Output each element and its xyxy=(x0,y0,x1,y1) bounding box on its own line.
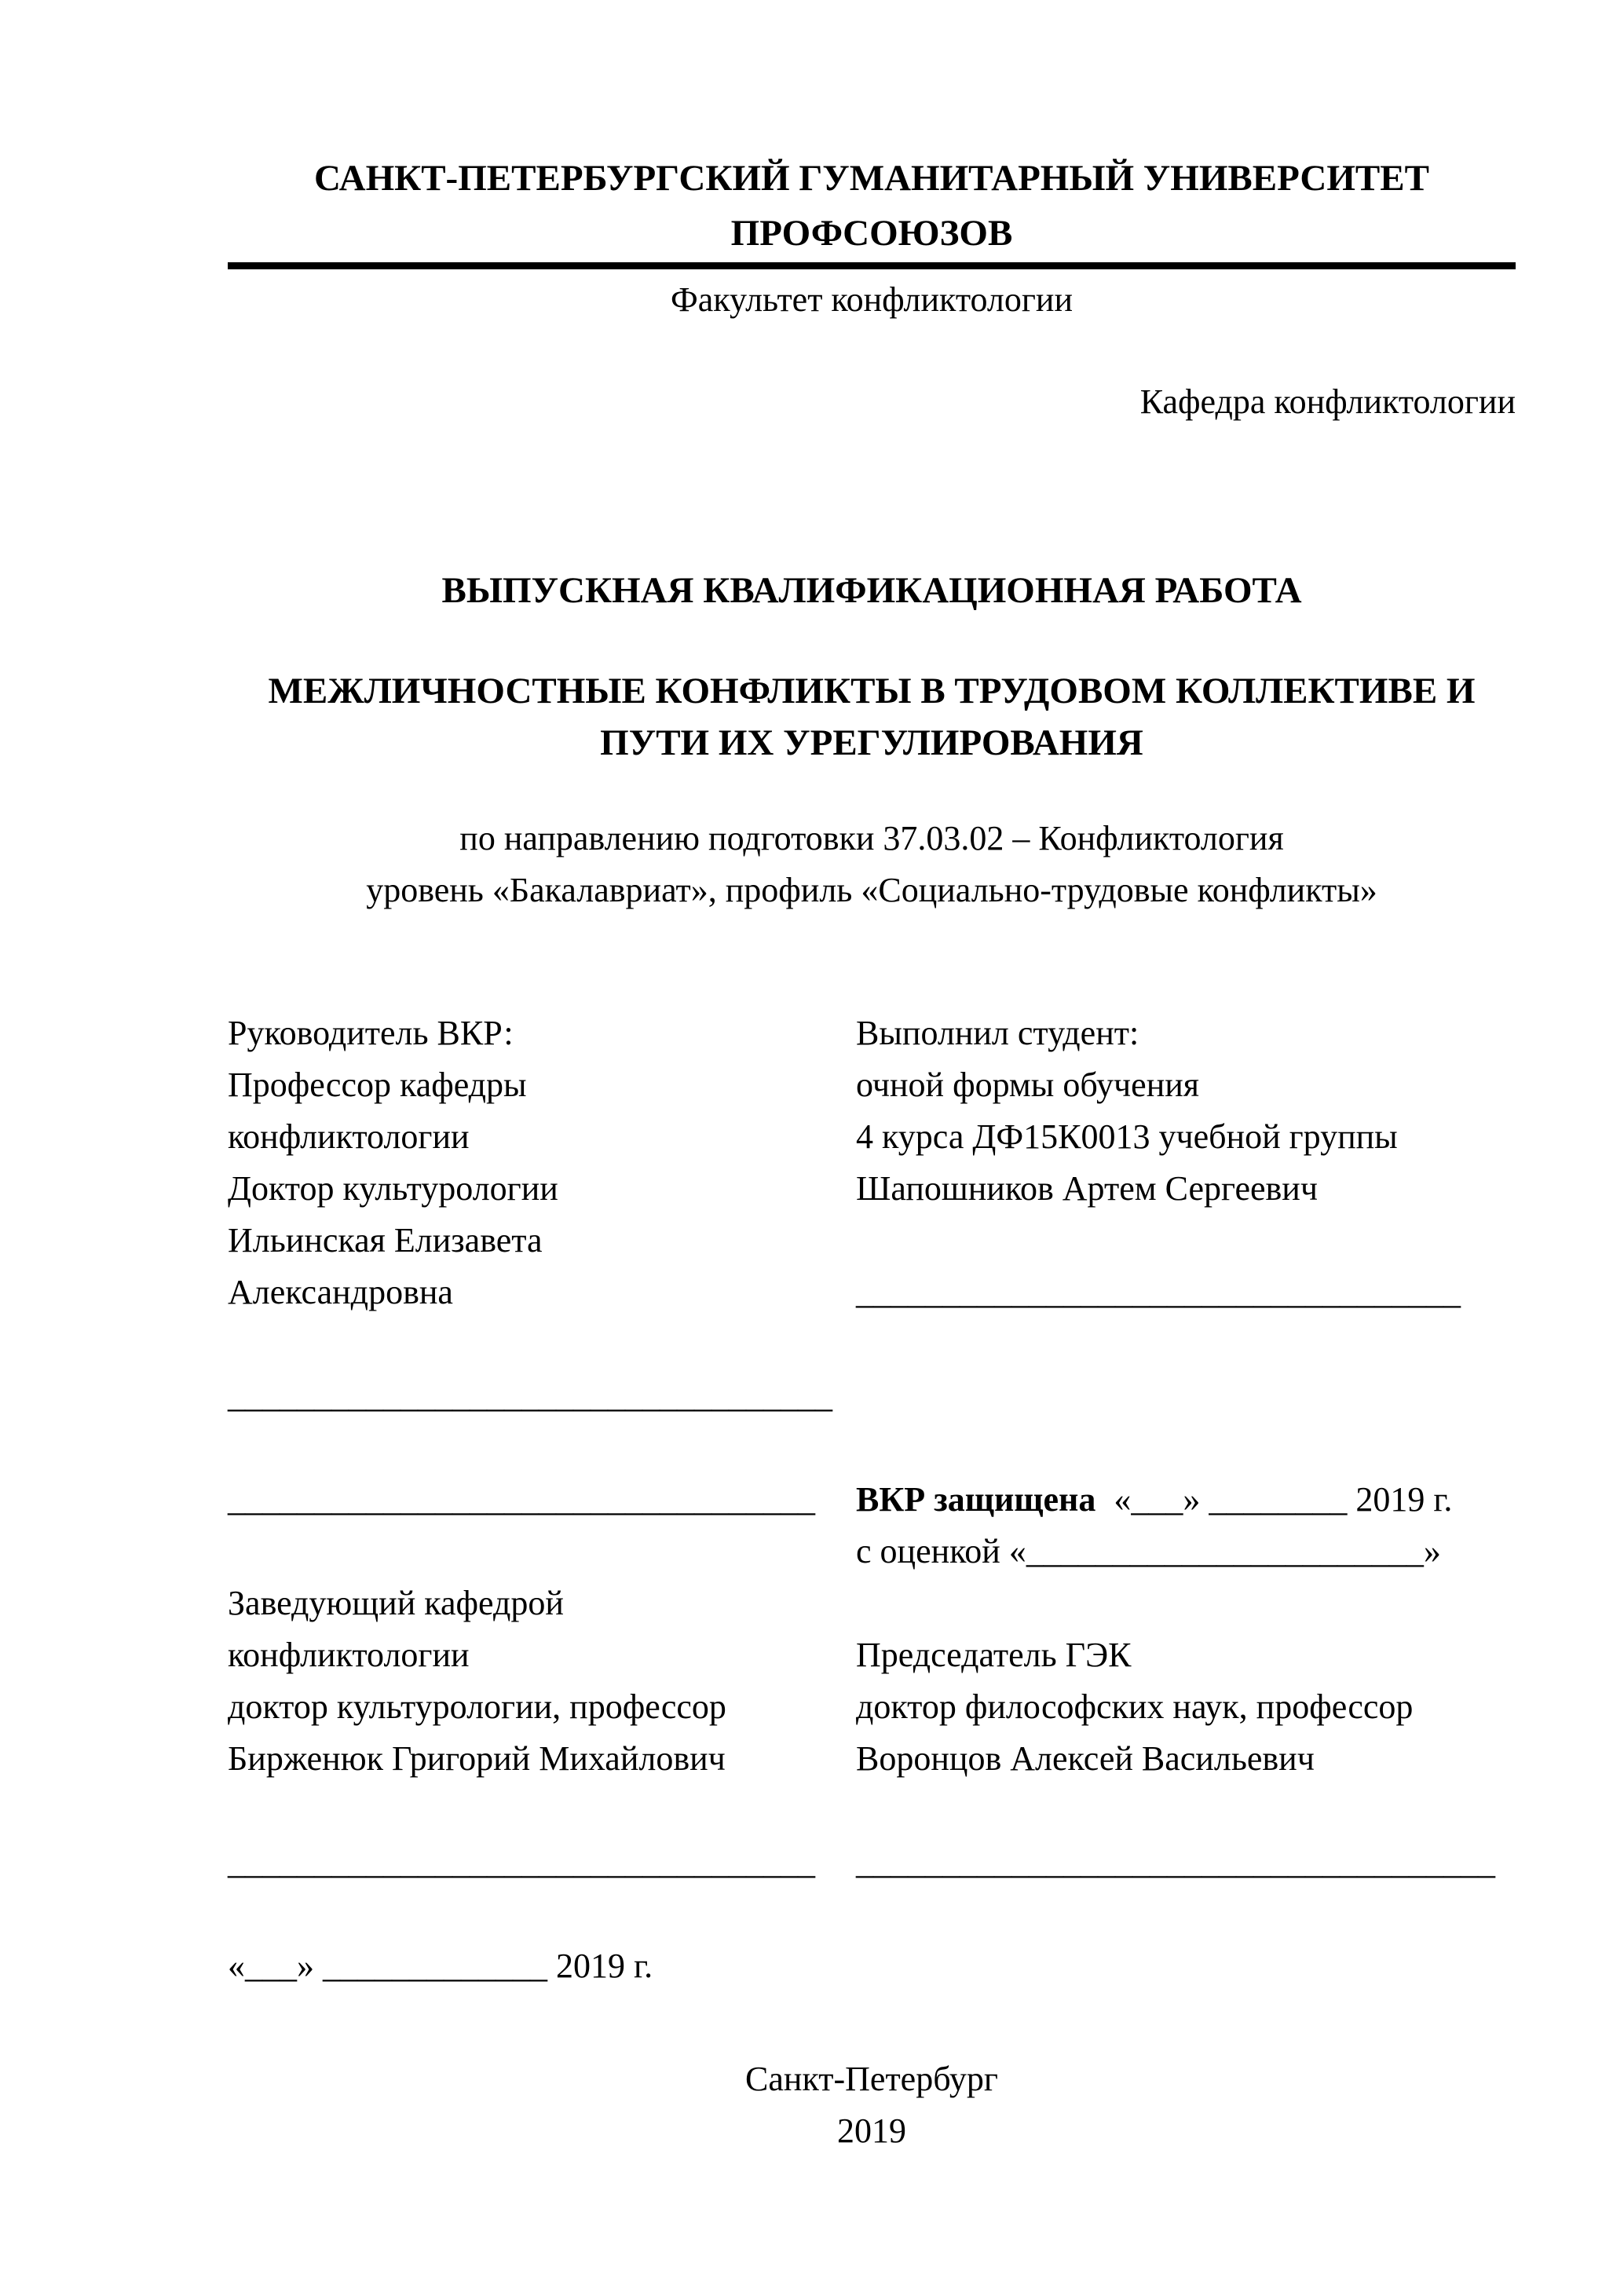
student-role-label: Выполнил студент: xyxy=(856,1014,1139,1052)
department-head-position-line2: конфликтологии xyxy=(228,1636,470,1674)
defense-status-line xyxy=(856,1474,1516,1526)
department-head-position-line1: Заведующий кафедрой xyxy=(228,1584,564,1622)
publication-year: 2019 xyxy=(837,2111,906,2150)
blank-line xyxy=(856,1422,1516,1474)
defense-grade-line: с оценкой «_______________________» xyxy=(856,1532,1441,1570)
work-type-heading: ВЫПУСКНАЯ КВАЛИФИКАЦИОННАЯ РАБОТА xyxy=(441,570,1302,611)
blank-line xyxy=(856,1370,1516,1422)
signatures-columns xyxy=(228,1007,1516,1992)
defense-date-blank: «___» ________ 2019 г. xyxy=(1114,1480,1453,1519)
header-divider-rule xyxy=(228,262,1516,269)
gec-chairman-degree: доктор философских наук, профессор xyxy=(856,1687,1414,1726)
supervisor-name-line1: Ильинская Елизавета xyxy=(228,1221,543,1260)
department-head-signature-line: __________________________________ xyxy=(228,1843,815,1881)
gec-chairman-name: Воронцов Алексей Васильевич xyxy=(856,1739,1315,1778)
blank-line xyxy=(228,1422,856,1474)
university-header xyxy=(228,151,1516,261)
program-level-line: уровень «Бакалавриат», профиль «Социально-трудовые конфликты» xyxy=(366,871,1377,909)
supervisor-signature-line1: ___________________________________ xyxy=(228,1377,832,1415)
blank-line xyxy=(856,1318,1516,1370)
thesis-title-line2: ПУТИ ИХ УРЕГУЛИРОВАНИЯ xyxy=(600,722,1143,763)
supervisor-position-line1: Профессор кафедры xyxy=(228,1066,527,1104)
faculty-name: Факультет конфликтологии xyxy=(670,280,1073,319)
gec-chairman-signature-line: _____________________________________ xyxy=(856,1843,1495,1881)
program-direction-line: по направлению подготовки 37.03.02 – Конфликтология xyxy=(459,819,1284,857)
department-head-date-line: «___» _____________ 2019 г. xyxy=(228,1947,653,1985)
blank-line xyxy=(228,1888,856,1940)
thesis-title-line1: МЕЖЛИЧНОСТНЫЕ КОНФЛИКТЫ В ТРУДОВОМ КОЛЛЕКТИВЕ И xyxy=(268,671,1476,711)
defense-status-label: ВКР защищена xyxy=(856,1480,1096,1519)
blank-line xyxy=(228,1526,856,1578)
supervisor-degree: Доктор культурологии xyxy=(228,1169,558,1208)
blank-line xyxy=(228,1318,856,1370)
blank-line xyxy=(856,1940,1516,1992)
blank-line xyxy=(228,1785,856,1837)
department-name: Кафедра конфликтологии xyxy=(1139,382,1516,421)
supervisor-signature-line2: __________________________________ xyxy=(228,1480,815,1519)
supervisor-role-label: Руководитель ВКР: xyxy=(228,1014,514,1052)
thesis-title xyxy=(228,665,1516,769)
supervisor-name-line2: Александровна xyxy=(228,1273,453,1311)
university-name-line2: ПРОФСОЮЗОВ xyxy=(730,213,1013,254)
city-name: Санкт-Петербург xyxy=(745,2060,998,2098)
university-name-line1: САНКТ-ПЕТЕРБУРГСКИЙ ГУМАНИТАРНЫЙ УНИВЕРСИТЕТ xyxy=(314,158,1429,199)
department-head-name: Бирженюк Григорий Михайлович xyxy=(228,1739,726,1778)
blank-line xyxy=(856,1785,1516,1837)
program-info xyxy=(228,813,1516,916)
student-signature-line: ___________________________________ xyxy=(856,1273,1461,1311)
blank-line xyxy=(856,1888,1516,1940)
student-study-form: очной формы обучения xyxy=(856,1066,1200,1104)
left-column xyxy=(228,1007,856,1992)
blank-line xyxy=(856,1215,1516,1267)
supervisor-position-line2: конфликтологии xyxy=(228,1117,470,1156)
student-group-line: 4 курса ДФ15К0013 учебной группы xyxy=(856,1117,1398,1156)
student-name: Шапошников Артем Сергеевич xyxy=(856,1169,1318,1208)
gec-chairman-label: Председатель ГЭК xyxy=(856,1636,1132,1674)
department-head-degree: доктор культурологии, профессор xyxy=(228,1687,726,1726)
right-column xyxy=(856,1007,1516,1992)
footer-imprint xyxy=(228,2053,1516,2157)
blank-line xyxy=(856,1578,1516,1629)
